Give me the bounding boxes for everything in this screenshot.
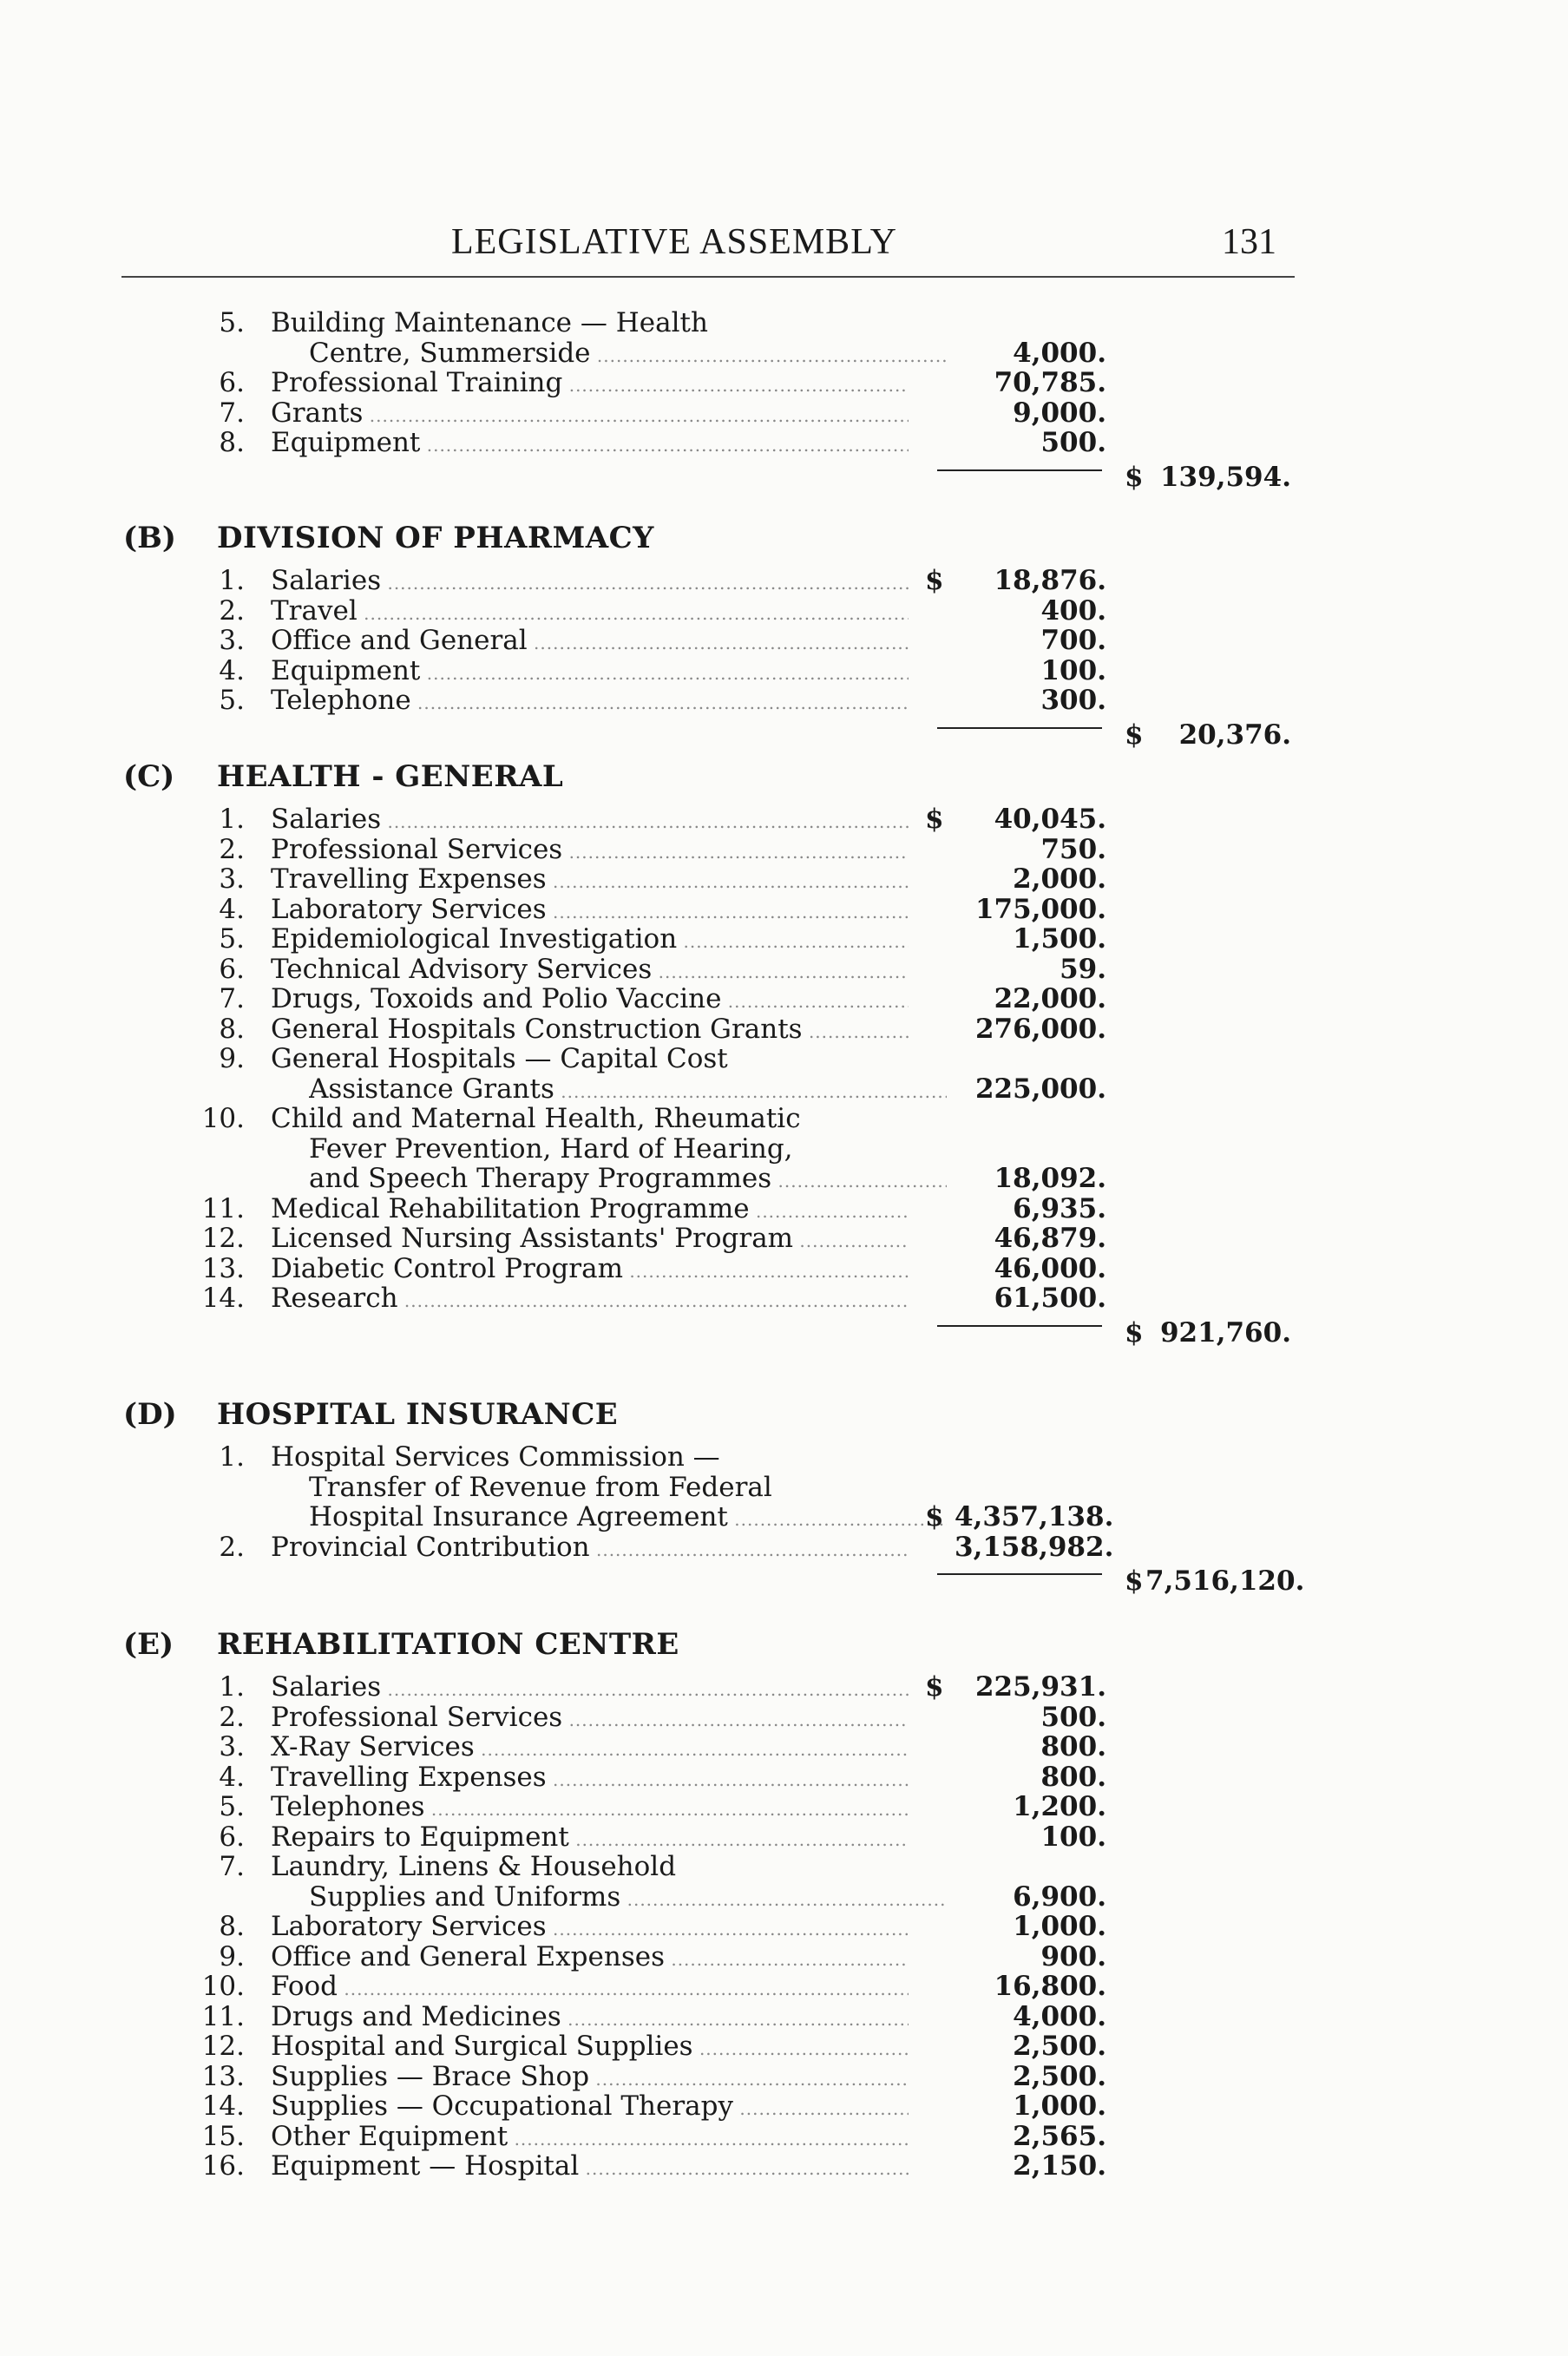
item-amount: 4,000.: [1013, 2000, 1106, 2032]
line-item-row: [0, 1762, 1568, 1793]
item-amount: 225,000.: [974, 1073, 1106, 1105]
item-label: Centre, Summerside .....: [309, 338, 947, 371]
item-label: Drugs and Medicines .....: [271, 2002, 909, 2035]
section-total: [0, 1565, 1568, 1600]
item-label: Salaries .....: [271, 1672, 909, 1705]
line-item-row: [0, 2062, 1568, 2092]
item-number: 3.: [219, 625, 245, 656]
item-label: Equipment — Hospital .....: [271, 2151, 909, 2184]
item-label: Assistance Grants .....: [309, 1074, 947, 1107]
dollar-sign: $: [925, 1671, 944, 1703]
line-item-row: [0, 1473, 1568, 1503]
item-label: Laboratory Services .....: [271, 1912, 909, 1945]
line-item: [0, 1672, 1568, 1703]
total-amount: 20,376.: [1178, 719, 1291, 751]
section-letter: (B): [123, 521, 176, 555]
item-amount: 900.: [1040, 1940, 1106, 1972]
item-amount: 2,000.: [1013, 863, 1106, 895]
item-label: Repairs to Equipment .....: [271, 1822, 909, 1855]
item-number: 1.: [219, 565, 245, 596]
item-label: Laboratory Services .....: [271, 895, 909, 928]
item-label: Travel .....: [271, 596, 909, 629]
subtotal-rule: [937, 469, 1102, 471]
line-item-row: [0, 1164, 1568, 1194]
item-label: Professional Services .....: [271, 1703, 909, 1736]
line-item-row: [0, 1732, 1568, 1762]
line-item-row: [0, 566, 1568, 596]
item-amount: 70,785.: [994, 367, 1106, 398]
line-item: [0, 308, 1568, 368]
line-item: [0, 1224, 1568, 1254]
header-rule: [121, 276, 1295, 278]
line-item-row: [0, 626, 1568, 656]
line-item-row: [0, 398, 1568, 429]
item-number: 3.: [219, 863, 245, 895]
item-amount: 6,935.: [1013, 1192, 1106, 1224]
line-item-row: [0, 2122, 1568, 2152]
line-item: [0, 835, 1568, 865]
line-item-row: [0, 984, 1568, 1014]
item-number: 9.: [219, 1043, 245, 1074]
section-letter: (E): [123, 1627, 174, 1662]
line-item-row: [0, 1852, 1568, 1882]
item-amount: 59.: [1060, 953, 1106, 985]
item-number: 14.: [201, 1283, 245, 1314]
page-header-title: LEGISLATIVE ASSEMBLY: [451, 222, 897, 262]
section-title: DIVISION OF PHARMACY: [217, 521, 654, 555]
item-label: Child and Maternal Health, Rheumatic: [271, 1103, 801, 1134]
item-number: 5.: [219, 685, 245, 716]
item-amount: 700.: [1040, 625, 1106, 656]
item-amount: 40,045.: [994, 804, 1106, 835]
line-item: [0, 895, 1568, 925]
line-item: [0, 1912, 1568, 1942]
item-amount: 1,000.: [1013, 1911, 1106, 1942]
item-number: 8.: [219, 1013, 245, 1045]
section-title: HOSPITAL INSURANCE: [217, 1397, 619, 1432]
page-number: 131: [1222, 222, 1276, 262]
line-item-row: [0, 804, 1568, 835]
item-amount: 46,879.: [994, 1223, 1106, 1254]
item-label: Technical Advisory Services .....: [271, 955, 909, 988]
item-label: Food .....: [271, 1972, 909, 2005]
line-item: [0, 626, 1568, 656]
item-label: Travelling Expenses .....: [271, 864, 909, 897]
line-item-row: [0, 1254, 1568, 1284]
line-item: [0, 1792, 1568, 1822]
line-item: [0, 2151, 1568, 2182]
item-label: Building Maintenance — Health: [271, 307, 708, 338]
item-amount: 1,200.: [1013, 1791, 1106, 1822]
item-label: General Hospitals — Capital Cost: [271, 1043, 728, 1074]
line-item-row: [0, 1672, 1568, 1703]
line-item-row: [0, 1703, 1568, 1733]
line-item: [0, 1442, 1568, 1532]
item-number: 9.: [219, 1940, 245, 1972]
section-heading: [0, 1618, 1568, 1672]
item-number: 14.: [201, 2090, 245, 2122]
line-item-row: [0, 1972, 1568, 2002]
item-number: 6.: [219, 367, 245, 398]
item-amount: 225,931.: [974, 1671, 1106, 1703]
line-item: [0, 984, 1568, 1014]
item-amount: 1,500.: [1013, 923, 1106, 955]
line-item-row: [0, 596, 1568, 627]
item-amount: 61,500.: [994, 1283, 1106, 1314]
item-amount: 4,357,138.: [955, 1501, 1114, 1532]
item-number: 7.: [219, 1851, 245, 1882]
item-number: 10.: [201, 1103, 245, 1134]
item-label: Research .....: [271, 1283, 909, 1316]
item-amount: 22,000.: [994, 983, 1106, 1014]
section-title: HEALTH - GENERAL: [217, 759, 564, 794]
item-amount: 6,900.: [1013, 1880, 1106, 1913]
line-item: [0, 368, 1568, 398]
item-number: 8.: [219, 1911, 245, 1942]
section-title: REHABILITATION CENTRE: [217, 1627, 679, 1662]
item-number: 4.: [219, 1761, 245, 1793]
item-number: 8.: [219, 427, 245, 458]
item-amount: 500.: [1040, 1701, 1106, 1733]
item-number: 15.: [201, 2120, 245, 2152]
line-item-row: [0, 864, 1568, 895]
line-item: [0, 596, 1568, 627]
line-item-row: [0, 924, 1568, 955]
line-item: [0, 1014, 1568, 1045]
section-0: [0, 308, 1568, 496]
item-amount: 18,092.: [994, 1163, 1106, 1194]
line-item: [0, 398, 1568, 429]
item-number: 6.: [219, 1821, 245, 1853]
line-item-row: [0, 1882, 1568, 1913]
line-item: [0, 566, 1568, 596]
line-item: [0, 686, 1568, 716]
section-3: [0, 1388, 1568, 1600]
item-amount: 9,000.: [1013, 397, 1106, 429]
line-item-row: [0, 1792, 1568, 1822]
line-item: [0, 955, 1568, 985]
item-number: 11.: [201, 1192, 245, 1224]
item-amount: 800.: [1040, 1761, 1106, 1793]
line-item-row: [0, 1224, 1568, 1254]
item-amount: 16,800.: [994, 1971, 1106, 2002]
item-amount: 175,000.: [974, 893, 1106, 925]
line-item: [0, 864, 1568, 895]
item-number: 1.: [219, 1441, 245, 1473]
total-dollar-sign: $: [1125, 461, 1144, 493]
line-item: [0, 656, 1568, 686]
item-number: 12.: [201, 1223, 245, 1254]
section-heading: [0, 751, 1568, 804]
line-item: [0, 804, 1568, 835]
item-label: Salaries .....: [271, 566, 909, 599]
dollar-sign: $: [925, 1501, 944, 1532]
item-amount: 18,876.: [994, 565, 1106, 596]
line-item: [0, 1104, 1568, 1194]
line-item: [0, 2031, 1568, 2062]
line-item-row: [0, 1442, 1568, 1473]
line-item-row: [0, 2151, 1568, 2182]
item-label: Travelling Expenses .....: [271, 1762, 909, 1795]
line-item: [0, 2091, 1568, 2122]
item-number: 1.: [219, 804, 245, 835]
section-1: [0, 512, 1568, 754]
item-amount: 3,158,982.: [955, 1531, 1114, 1563]
line-item: [0, 1762, 1568, 1793]
item-amount: 500.: [1040, 427, 1106, 458]
item-amount: 100.: [1040, 654, 1106, 686]
section-total: [0, 1317, 1568, 1352]
item-number: 16.: [201, 2150, 245, 2182]
section-total: [0, 719, 1568, 754]
item-label: Hospital Insurance Agreement .....: [309, 1502, 947, 1535]
section-letter: (C): [123, 759, 175, 794]
item-number: 5.: [219, 307, 245, 338]
item-number: 12.: [201, 2031, 245, 2062]
item-number: 1.: [219, 1671, 245, 1703]
item-amount: 400.: [1040, 594, 1106, 627]
dollar-sign: $: [925, 565, 944, 596]
line-item-row: [0, 1822, 1568, 1853]
item-number: 3.: [219, 1731, 245, 1762]
item-number: 13.: [201, 2060, 245, 2092]
line-item-row: [0, 2091, 1568, 2122]
line-item: [0, 1942, 1568, 1972]
line-item-row: [0, 835, 1568, 865]
subtotal-rule: [937, 727, 1102, 729]
line-item: [0, 1283, 1568, 1314]
item-label: Transfer of Revenue from Federal: [309, 1471, 772, 1503]
line-item-row: [0, 1074, 1568, 1105]
item-label: Hospital and Surgical Supplies .....: [271, 2031, 909, 2064]
item-label: Grants .....: [271, 398, 909, 431]
line-item-row: [0, 1532, 1568, 1563]
item-number: 6.: [219, 953, 245, 985]
item-number: 13.: [201, 1252, 245, 1284]
item-label: Equipment .....: [271, 428, 909, 461]
total-amount: 921,760.: [1159, 1316, 1291, 1349]
total-dollar-sign: $: [1125, 1565, 1144, 1597]
item-amount: 46,000.: [994, 1252, 1106, 1284]
line-item-row: [0, 1912, 1568, 1942]
line-item-row: [0, 895, 1568, 925]
item-label: Drugs, Toxoids and Polio Vaccine .....: [271, 984, 909, 1017]
item-amount: 2,565.: [1013, 2120, 1106, 2152]
line-item-row: [0, 2031, 1568, 2062]
item-label: General Hospitals Construction Grants .....: [271, 1014, 909, 1047]
line-item-row: [0, 1014, 1568, 1045]
item-label: Equipment .....: [271, 656, 909, 689]
item-label: Laundry, Linens & Household: [271, 1851, 677, 1882]
item-amount: 2,500.: [1013, 2060, 1106, 2092]
line-item: [0, 924, 1568, 955]
line-item-row: [0, 955, 1568, 985]
item-label: Telephones .....: [271, 1792, 909, 1825]
item-label: Hospital Services Commission —: [271, 1441, 720, 1473]
item-label: X-Ray Services .....: [271, 1732, 909, 1765]
line-item: [0, 1852, 1568, 1912]
item-label: Office and General .....: [271, 626, 909, 659]
item-amount: 276,000.: [974, 1013, 1106, 1045]
item-label: Supplies — Brace Shop .....: [271, 2062, 909, 2095]
section-heading: [0, 1388, 1568, 1442]
line-item-row: [0, 338, 1568, 369]
section-heading: [0, 512, 1568, 566]
total-dollar-sign: $: [1125, 719, 1144, 751]
item-label: Professional Services .....: [271, 835, 909, 868]
item-label: and Speech Therapy Programmes .....: [309, 1164, 947, 1197]
item-amount: 2,150.: [1013, 2150, 1106, 2182]
line-item-row: [0, 308, 1568, 338]
item-label: Other Equipment .....: [271, 2122, 909, 2155]
line-item: [0, 2122, 1568, 2152]
item-number: 2.: [219, 594, 245, 627]
section-2: [0, 751, 1568, 1352]
section-total: [0, 462, 1568, 496]
line-item: [0, 1703, 1568, 1733]
item-label: Supplies — Occupational Therapy .....: [271, 2091, 909, 2124]
total-dollar-sign: $: [1125, 1316, 1144, 1349]
line-item-row: [0, 1502, 1568, 1532]
item-amount: 750.: [1040, 833, 1106, 865]
item-label: Telephone .....: [271, 686, 909, 719]
item-number: 7.: [219, 983, 245, 1014]
line-item: [0, 1044, 1568, 1104]
line-item: [0, 1732, 1568, 1762]
item-amount: 4,000.: [1013, 337, 1106, 369]
item-number: 4.: [219, 893, 245, 925]
line-item: [0, 1972, 1568, 2002]
item-number: 4.: [219, 654, 245, 686]
line-item-row: [0, 1194, 1568, 1224]
item-label: Salaries .....: [271, 804, 909, 837]
item-number: 5.: [219, 923, 245, 955]
item-label: Medical Rehabilitation Programme .....: [271, 1194, 909, 1227]
line-item: [0, 1822, 1568, 1853]
line-item-row: [0, 428, 1568, 458]
item-label: Epidemiological Investigation .....: [271, 924, 909, 957]
line-item: [0, 1532, 1568, 1563]
line-item-row: [0, 686, 1568, 716]
total-amount: 7,516,120.: [1145, 1565, 1305, 1597]
item-number: 2.: [219, 1701, 245, 1733]
line-item-row: [0, 2002, 1568, 2032]
item-amount: 100.: [1040, 1821, 1106, 1853]
item-label: Office and General Expenses .....: [271, 1942, 909, 1975]
item-number: 10.: [201, 1971, 245, 2002]
line-item: [0, 1194, 1568, 1224]
line-item: [0, 428, 1568, 458]
line-item-row: [0, 656, 1568, 686]
total-amount: 139,594.: [1159, 461, 1291, 493]
line-item: [0, 2062, 1568, 2092]
item-number: 2.: [219, 833, 245, 865]
item-amount: 800.: [1040, 1731, 1106, 1762]
item-amount: 2,500.: [1013, 2031, 1106, 2062]
section-4: [0, 1618, 1568, 2182]
item-number: 2.: [219, 1531, 245, 1563]
line-item-row: [0, 1942, 1568, 1972]
item-number: 7.: [219, 397, 245, 429]
item-label: Diabetic Control Program .....: [271, 1254, 909, 1287]
subtotal-rule: [937, 1573, 1102, 1575]
item-label: Professional Training .....: [271, 368, 909, 401]
item-number: 5.: [219, 1791, 245, 1822]
item-number: 11.: [201, 2000, 245, 2032]
line-item-row: [0, 1134, 1568, 1165]
line-item: [0, 1254, 1568, 1284]
line-item: [0, 2002, 1568, 2032]
section-letter: (D): [123, 1397, 177, 1432]
line-item-row: [0, 1104, 1568, 1134]
item-label: Fever Prevention, Hard of Hearing,: [309, 1132, 793, 1165]
item-amount: 1,000.: [1013, 2090, 1106, 2122]
item-amount: 300.: [1040, 685, 1106, 716]
subtotal-rule: [937, 1325, 1102, 1327]
item-label: Licensed Nursing Assistants' Program .....: [271, 1224, 909, 1257]
dollar-sign: $: [925, 804, 944, 835]
item-label: Provincial Contribution .....: [271, 1532, 909, 1565]
line-item-row: [0, 1283, 1568, 1314]
line-item-row: [0, 368, 1568, 398]
line-item-row: [0, 1044, 1568, 1074]
item-label: Supplies and Uniforms .....: [309, 1882, 947, 1915]
